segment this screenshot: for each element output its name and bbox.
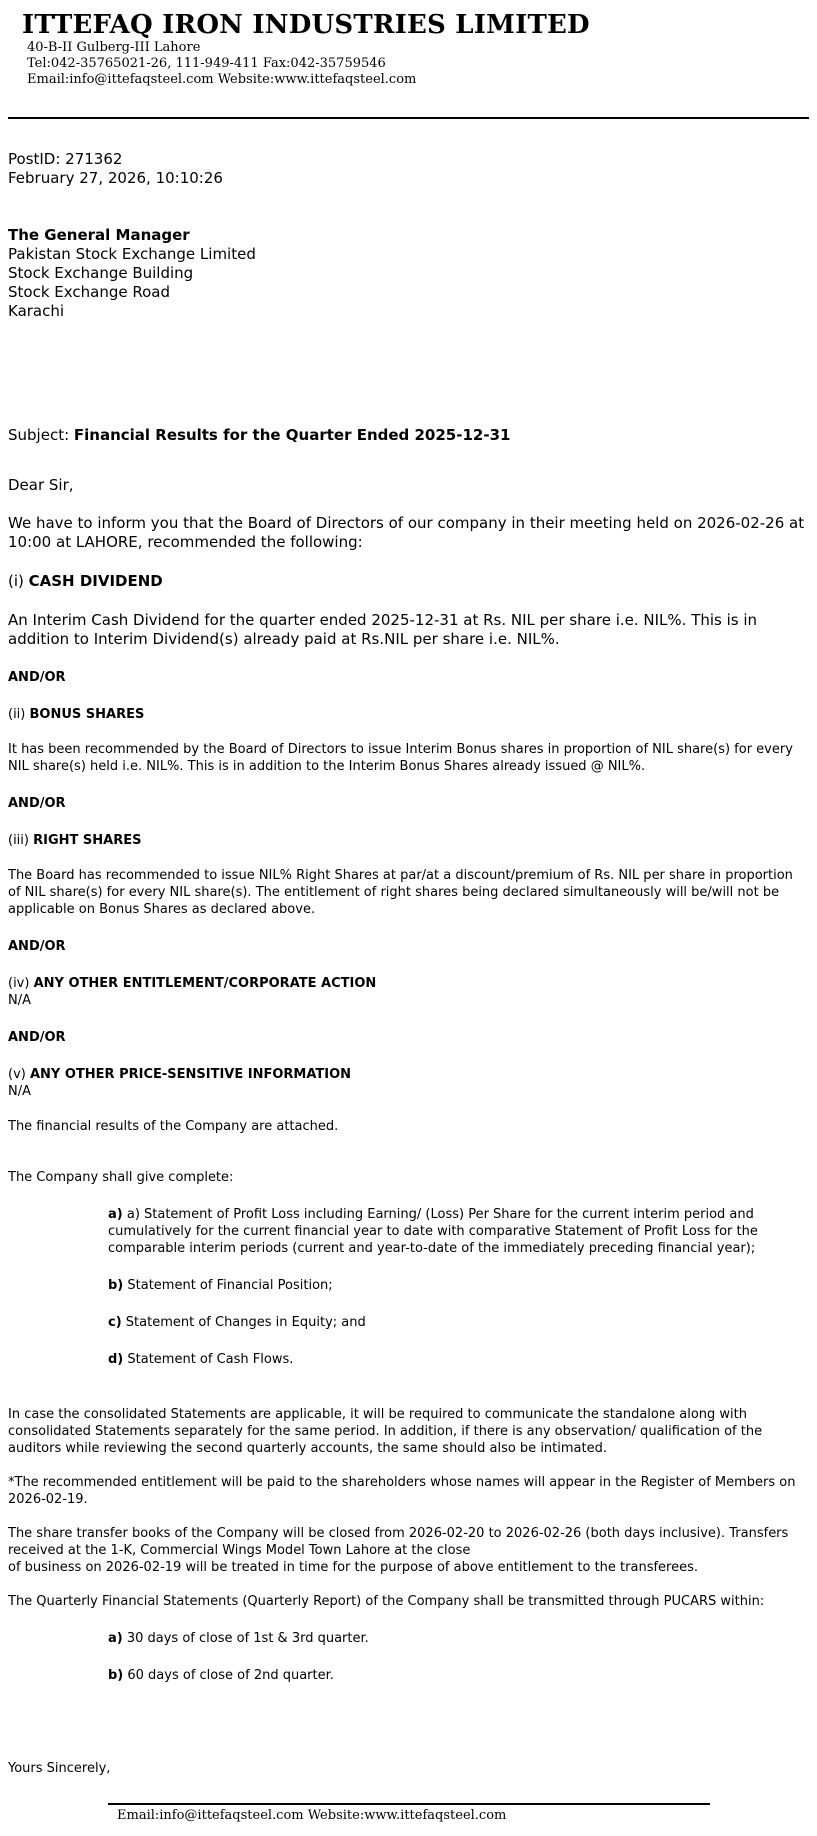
transfer-books-line: The share transfer books of the Company will be closed from 2026-02-20 to 2026-02-26 (both days inclusive). Transfers received at the 1-K, Commercial Wings Model Town Lahore at the close [8,1526,789,1558]
other-entitlement-text: N/A [8,993,31,1008]
list-item-label: a) [108,1631,123,1646]
section-title: CASH DIVIDEND [28,572,163,590]
other-price-heading [8,1066,808,1083]
recipient-line: Stock Exchange Building [8,264,194,282]
section-title: RIGHT SHARES [33,833,142,848]
section-title: ANY OTHER PRICE-SENSITIVE INFORMATION [29,1067,352,1082]
recipient-line: Stock Exchange Road [8,283,170,301]
subject-line [8,426,808,445]
quarterly-paragraph: The Quarterly Financial Statements (Quarterly Report) of the Company shall be transmitted through PUCARS within: [8,1594,765,1609]
list-item [108,1314,798,1331]
section-number: (iv) [8,976,34,991]
section-number: (iii) [8,833,34,848]
attached-note: The financial results of the Company are attached. [8,1119,339,1134]
letterhead [22,10,802,88]
footer-divider [108,1803,710,1805]
section-title: BONUS SHARES [29,707,145,722]
list-item-text: Statement of Financial Position; [123,1278,333,1293]
other-price-text: N/A [8,1084,31,1099]
list-item [108,1630,798,1647]
list-item-text: 30 days of close of 1st & 3rd quarter. [122,1631,369,1646]
andor-separator: AND/OR [8,939,66,954]
recipient-block [8,226,808,321]
list-item [108,1667,798,1684]
list-item [108,1351,798,1368]
salutation: Dear Sir, [8,476,74,494]
intro-paragraph: We have to inform you that the Board of Directors of our company in their meeting held on 2026-02-26 at 10:00 at LAHORE, recommended the following: [8,514,805,551]
company-address: 40-B-II Gulberg-III Lahore [27,40,201,55]
entitlement-note: *The recommended entitlement will be paid to the shareholders whose names will appear in the Register of Members on 2026-02-19. [8,1475,796,1507]
subject-text: Financial Results for the Quarter Ended 2025-12-31 [73,426,511,444]
list-item-label: b) [108,1668,124,1683]
consolidated-paragraph: In case the consolidated Statements are applicable, it will be required to communicate the standalone along with consolidated Statements separately for the same period. In addition, if there is any observation/ qualification of the auditors while reviewing the second quarterly accounts, the same should also be intimated. [8,1407,763,1456]
list-item-text: Statement of Cash Flows. [123,1352,294,1367]
list-item [108,1206,798,1257]
other-entitlement-heading [8,975,808,992]
section-number: (ii) [8,707,30,722]
right-shares-text: The Board has recommended to issue NIL% Right Shares at par/at a discount/premium of Rs. NIL per share in proportion of NIL share(s) for every NIL share(s). The entitlement of right shares being declared simultaneously will be/will not be applicable on Bonus Shares as declared above. [8,868,793,917]
transfer-books-line: of business on 2026-02-19 will be treated in time for the purpose of above entitlement to the transferees. [8,1560,698,1575]
recipient-line: Pakistan Stock Exchange Limited [8,245,256,263]
andor-separator: AND/OR [8,1030,66,1045]
company-contact: Email:info@ittefaqsteel.com Website:www.ittefaqsteel.com [27,72,417,87]
letter-body [8,150,808,1777]
list-item-label: c) [108,1315,122,1330]
recipient-line: Karachi [8,302,65,320]
list-item-text: a) Statement of Profit Loss including Earning/ (Loss) Per Share for the current interim period and cumulatively for the current financial year to date with comparative Statement of Profit Loss for the comparable interim periods (current and year-to-date of the immediately preceding financial year); [108,1207,758,1256]
footer-contact: Email:info@ittefaqsteel.com Website:www.ittefaqsteel.com [117,1808,507,1823]
post-meta [8,150,808,188]
give-complete-intro: The Company shall give complete: [8,1170,234,1185]
quarterly-list [108,1630,798,1684]
section-number: (v) [8,1067,30,1082]
section-number: (i) [8,572,29,590]
right-shares-heading [8,832,808,849]
andor-separator: AND/OR [8,796,66,811]
post-id: PostID: 271362 [8,150,123,168]
statements-list [108,1206,798,1368]
andor-separator: AND/OR [8,670,66,685]
section-title: ANY OTHER ENTITLEMENT/CORPORATE ACTION [33,976,377,991]
recipient-title: The General Manager [8,226,190,244]
cash-dividend-text: An Interim Cash Dividend for the quarter ended 2025-12-31 at Rs. NIL per share i.e. NIL%. This is in addition to Interim Dividend(s) already paid at Rs.NIL per share i.e. NIL%. [8,611,758,648]
cash-dividend-heading [8,572,808,591]
list-item-label: a) [108,1207,123,1222]
company-name: ITTEFAQ IRON INDUSTRIES LIMITED [22,10,590,40]
post-datetime: February 27, 2026, 10:10:26 [8,169,223,187]
company-phone: Tel:042-35765021-26, 111-949-411 Fax:042-35759546 [27,56,386,71]
list-item-text: Statement of Changes in Equity; and [121,1315,366,1330]
list-item-label: b) [108,1278,124,1293]
list-item-text: 60 days of close of 2nd quarter. [123,1668,334,1683]
transfer-books-paragraph [8,1525,808,1576]
bonus-shares-text: It has been recommended by the Board of Directors to issue Interim Bonus shares in proportion of NIL share(s) for every NIL share(s) held i.e. NIL%. This is in addition to the Interim Bonus Shares already issued @ NIL%. [8,742,793,774]
closing: Yours Sincerely, [8,1761,111,1776]
list-item-label: d) [108,1352,124,1367]
list-item [108,1277,798,1294]
subject-label: Subject: [8,426,74,444]
bonus-shares-heading [8,706,808,723]
header-divider [8,117,809,119]
